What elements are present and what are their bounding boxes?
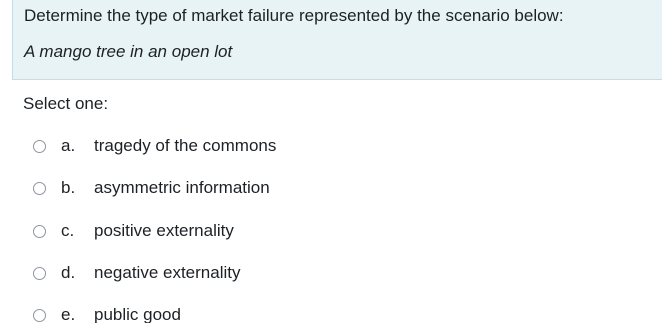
option-letter-e: e. — [61, 305, 76, 323]
option-letter-d: d. — [61, 263, 76, 282]
answer-option-d[interactable] — [33, 260, 241, 286]
option-text-c: positive externality — [94, 221, 234, 240]
option-text-a: tragedy of the commons — [94, 136, 277, 155]
select-one-prompt: Select one: — [23, 94, 109, 113]
option-letter-c: c. — [61, 221, 75, 240]
answer-option-e[interactable] — [33, 302, 181, 323]
option-text-b: asymmetric information — [94, 178, 270, 197]
radio-button-e[interactable] — [33, 309, 46, 322]
answer-option-a[interactable] — [33, 133, 277, 159]
radio-button-a[interactable] — [33, 140, 46, 153]
radio-button-c[interactable] — [33, 225, 46, 238]
question-text-box — [12, 0, 662, 80]
option-text-e: public good — [94, 305, 181, 323]
option-text-d: negative externality — [94, 263, 241, 282]
answer-section — [12, 80, 662, 323]
radio-button-b[interactable] — [33, 182, 46, 195]
option-letter-b: b. — [61, 178, 76, 197]
scenario-text: A mango tree in an open lot — [24, 42, 233, 61]
radio-button-d[interactable] — [33, 267, 46, 280]
option-letter-a: a. — [61, 136, 76, 155]
answer-option-c[interactable] — [33, 218, 234, 244]
answer-option-b[interactable] — [33, 175, 270, 201]
question-text: Determine the type of market failure represented by the scenario below: — [24, 6, 564, 25]
